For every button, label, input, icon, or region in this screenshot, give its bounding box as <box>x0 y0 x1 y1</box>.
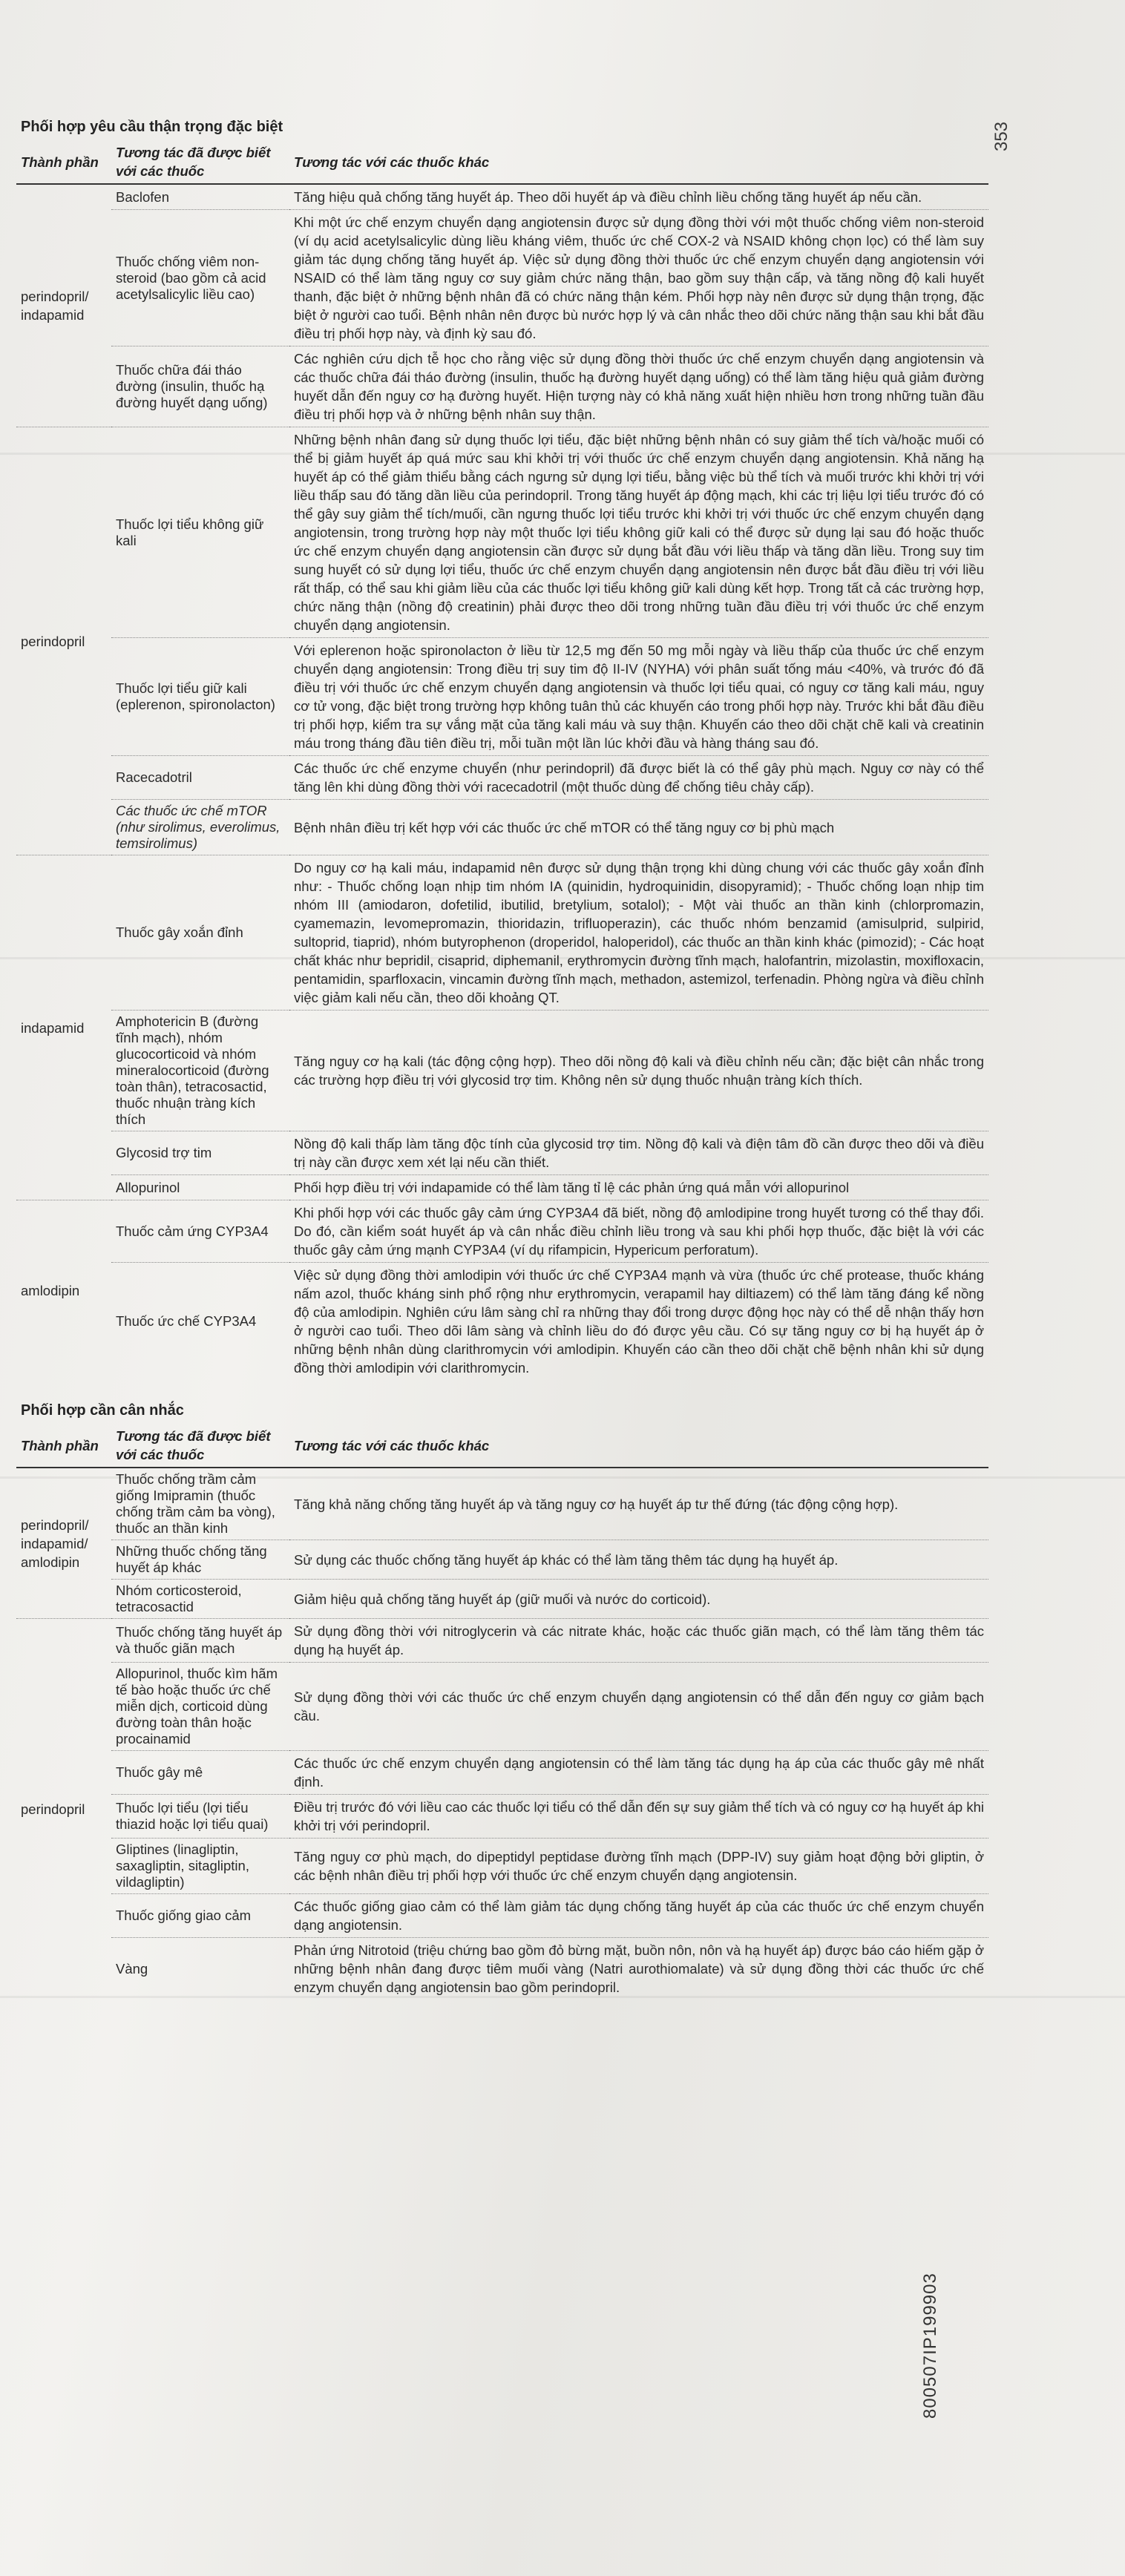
component-cell: perindopril/ indapamid/ amlodipin <box>16 1468 111 1619</box>
header-component: Thành phần <box>16 140 111 184</box>
table-row <box>16 638 988 756</box>
drug-cell: Thuốc chống tăng huyết áp và thuốc giãn mạch <box>111 1619 289 1663</box>
interaction-description-cell: Phối hợp điều trị với indapamide có thể làm tăng tỉ lệ các phản ứng quá mẫn với allopurinol <box>289 1175 988 1200</box>
page-number: 353 <box>991 121 1012 152</box>
table-row <box>16 1468 988 1540</box>
interaction-content <box>16 119 988 2000</box>
table-row <box>16 1751 988 1795</box>
component-cell: perindopril/ indapamid <box>16 184 111 427</box>
table-row <box>16 756 988 800</box>
interaction-description-cell: Sử dụng đồng thời với nitroglycerin và các nitrate khác, hoặc các thuốc giãn mạch, có thể làm tăng thêm tác dụng hạ huyết áp. <box>289 1619 988 1663</box>
component-cell: perindopril <box>16 427 111 855</box>
interaction-description-cell: Do nguy cơ hạ kali máu, indapamid nên được sử dụng thận trọng khi dùng chung với các thuốc gây xoắn đỉnh như: - Thuốc chống loạn nhịp tim nhóm IA (quinidin, hydroquinidin, disopyramid); - Thuốc chống loạn nhịp tim nhóm III (amiodaron, dofetilid, ibutilid, bretylium, sotalol); - Một vài thuốc an thần kinh (chlorpromazin, cyamemazin, levomepromazin, thioridazin, trifluoperazin), các thuốc nhóm benzamid (amisulprid, sulpirid, sultoprid, tiaprid), nhóm butyrophenon (droperidol, haloperidol), các thuốc an thần kinh khác (pimozid); - Các hoạt chất khác như bepridil, cisaprid, diphemanil, erythromycin đường tĩnh mạch, halofantrin, mizolastin, moxifloxacin, pentamidin, sparfloxacin, vincamin đường tĩnh mạch, methadon, astemizol, terfenadin. Phòng ngừa và điều chỉnh việc giảm kali nếu cần, theo dõi khoảng QT. <box>289 855 988 1011</box>
interaction-description-cell: Điều trị trước đó với liều cao các thuốc lợi tiểu có thể dẫn đến sự suy giảm thể tích và có nguy cơ hạ huyết áp khi khởi trị với perindopril. <box>289 1795 988 1839</box>
table-row <box>16 210 988 346</box>
table-header-row <box>16 140 988 184</box>
drug-cell: Thuốc gây mê <box>111 1751 289 1795</box>
interaction-description-cell: Tăng hiệu quả chống tăng huyết áp. Theo dõi huyết áp và điều chỉnh liều chống tăng huyết áp nếu cần. <box>289 184 988 210</box>
drug-cell: Allopurinol <box>111 1175 289 1200</box>
interaction-description-cell: Nồng độ kali thấp làm tăng độc tính của glycosid trợ tim. Nồng độ kali và điện tâm đồ cần được theo dõi và điều trị này cần được xem xét lại nếu cần thiết. <box>289 1131 988 1175</box>
header-component: Thành phần <box>16 1424 111 1468</box>
interaction-description-cell: Phản ứng Nitrotoid (triệu chứng bao gồm đỏ bừng mặt, buồn nôn, nôn và hạ huyết áp) được báo cáo hiếm gặp ở những bệnh nhân đang được tiêm muối vàng (Natri aurothiomalate) và sử dụng đồng thời các thuốc ức chế enzym chuyển dạng angiotensin bao gồm perindopril. <box>289 1938 988 2000</box>
component-cell: indapamid <box>16 855 111 1200</box>
interaction-description-cell: Các thuốc ức chế enzyme chuyển (như perindopril) đã được biết là có thể gây phù mạch. Nguy cơ này có thể tăng lên khi dùng đồng thời với racecadotril (một thuốc dùng để chống tiêu chảy cấp). <box>289 756 988 800</box>
drug-cell: Các thuốc ức chế mTOR (như sirolimus, everolimus, temsirolimus) <box>111 800 289 855</box>
table-row <box>16 427 988 638</box>
section-title-consider: Phối hợp cần cân nhắc <box>21 1402 184 1419</box>
interaction-description-cell: Các thuốc ức chế enzym chuyển dạng angiotensin có thể làm tăng tác dụng hạ áp của các thuốc gây mê nhất định. <box>289 1751 988 1795</box>
drug-cell: Thuốc chống viêm non-steroid (bao gồm cả acid acetylsalicylic liều cao) <box>111 210 289 346</box>
table-row <box>16 1540 988 1580</box>
drug-cell: Thuốc chống trầm cảm giống Imipramin (thuốc chống trầm cảm ba vòng), thuốc an thần kinh <box>111 1468 289 1540</box>
interaction-description-cell: Sử dụng đồng thời với các thuốc ức chế enzym chuyển dạng angiotensin có thể dẫn đến nguy cơ giảm bạch cầu. <box>289 1663 988 1751</box>
drug-cell: Thuốc lợi tiểu giữ kali (eplerenon, spironolacton) <box>111 638 289 756</box>
drug-cell: Racecadotril <box>111 756 289 800</box>
interaction-description-cell: Khi một ức chế enzym chuyển dạng angiotensin được sử dụng đồng thời với một thuốc chống viêm non-steroid (ví dụ acid acetylsalicylic dùng liều kháng viêm, thuốc ức chế COX-2 và NSAID không chọn lọc) có thể làm suy giảm tác dụng chống tăng huyết áp. Việc sử dụng đồng thời thuốc ức chế enzym chuyển dạng angiotensin với NSAID có thể làm tăng nguy cơ suy giảm chức năng thận, bao gồm suy thận cấp, và tăng nồng độ kali huyết thanh, đặc biệt ở những bệnh nhân đã có chức năng thận kém. Phối hợp này nên được sử dụng thận trọng, đặc biệt ở người cao tuổi. Bệnh nhân nên được bù nước hợp lý và cân nhắc theo dõi chức năng thận sau khi bắt đầu điều trị phối hợp này, và định kỳ sau đó. <box>289 210 988 346</box>
table-row <box>16 1619 988 1663</box>
table-body <box>16 1468 988 2000</box>
interaction-description-cell: Khi phối hợp với các thuốc gây cảm ứng CYP3A4 đã biết, nồng độ amlodipine trong huyết tương có thể thay đổi. Do đó, cần kiểm soát huyết áp và cân nhắc điều chỉnh liều trong và sau khi phối hợp thuốc, đặc biệt là với các thuốc gây cảm ứng mạnh CYP3A4 (ví dụ rifampicin, Hypericum perforatum). <box>289 1200 988 1263</box>
drug-cell: Baclofen <box>111 184 289 210</box>
drug-cell: Gliptines (linagliptin, saxagliptin, sitagliptin, vildagliptin) <box>111 1839 289 1894</box>
interaction-description-cell: Việc sử dụng đồng thời amlodipin với thuốc ức chế CYP3A4 mạnh và vừa (thuốc ức chế protease, thuốc kháng nấm azol, thuốc kháng sinh phổ rộng như erythromycin, verapamil hay diltiazem) có thể làm tăng đáng kể nồng độ của amlodipin. Nghiên cứu lâm sàng chỉ ra những thay đổi trong dược động học này có thể dễ nhận thấy hơn ở người cao tuổi. Theo dõi lâm sàng và chỉnh liều do đó được yêu cầu. Có sự tăng nguy cơ bị hạ huyết áp ở những bệnh nhân dùng clarithromycin với amlodipin. Khuyến cáo cần theo dõi chặt chẽ bệnh nhân khi sử dụng đồng thời amlodipin với clarithromycin. <box>289 1263 988 1381</box>
drug-cell: Nhóm corticosteroid, tetracosactid <box>111 1580 289 1619</box>
drug-cell: Thuốc giống giao cảm <box>111 1894 289 1938</box>
interaction-description-cell: Tăng nguy cơ phù mạch, do dipeptidyl peptidase đường tĩnh mạch (DPP-IV) suy giảm hoạt động bởi gliptin, ở các bệnh nhân điều trị phối hợp với thuốc ức chế enzym chuyển dạng angiotensin. <box>289 1839 988 1894</box>
drug-cell: Thuốc lợi tiểu (lợi tiểu thiazid hoặc lợi tiểu quai) <box>111 1795 289 1839</box>
table-row <box>16 855 988 1011</box>
table-row <box>16 184 988 210</box>
product-code: 800507IP199903 <box>920 2273 940 2419</box>
drug-cell: Thuốc chữa đái tháo đường (insulin, thuốc hạ đường huyết dạng uống) <box>111 346 289 427</box>
table-row <box>16 1795 988 1839</box>
drug-cell: Glycosid trợ tim <box>111 1131 289 1175</box>
header-known-interaction: Tương tác đã được biết với các thuốc <box>111 140 289 184</box>
interaction-description-cell: Giảm hiệu quả chống tăng huyết áp (giữ muối và nước do corticoid). <box>289 1580 988 1619</box>
table-row <box>16 1263 988 1381</box>
table-row <box>16 1580 988 1619</box>
table-row <box>16 1938 988 2000</box>
table-row <box>16 1663 988 1751</box>
drug-cell: Amphotericin B (đường tĩnh mạch), nhóm glucocorticoid và nhóm mineralocorticoid (đường toàn thân), tetracosactid, thuốc nhuận tràng kích thích <box>111 1011 289 1131</box>
drug-cell: Vàng <box>111 1938 289 2000</box>
table-row <box>16 1131 988 1175</box>
header-other-interaction: Tương tác với các thuốc khác <box>289 140 988 184</box>
drug-cell: Thuốc gây xoắn đỉnh <box>111 855 289 1011</box>
interaction-description-cell: Tăng khả năng chống tăng huyết áp và tăng nguy cơ hạ huyết áp tư thế đứng (tác động cộng hợp). <box>289 1468 988 1540</box>
table-row <box>16 1175 988 1200</box>
component-cell: amlodipin <box>16 1200 111 1381</box>
drug-cell: Thuốc ức chế CYP3A4 <box>111 1263 289 1381</box>
table-body <box>16 184 988 1380</box>
section-title-special-caution: Phối hợp yêu cầu thận trọng đặc biệt <box>21 119 283 135</box>
drug-cell: Allopurinol, thuốc kìm hãm tế bào hoặc thuốc ức chế miễn dịch, corticoid dùng đường toàn thân hoặc procainamid <box>111 1663 289 1751</box>
interaction-description-cell: Với eplerenon hoặc spironolacton ở liều từ 12,5 mg đến 50 mg mỗi ngày và liều thấp của thuốc ức chế enzym chuyển dạng angiotensin: Trong điều trị suy tim độ II-IV (NYHA) với phân suất tống máu <40%, và trước đó đã điều trị với thuốc ức chế enzym chuyển dạng angiotensin và thuốc lợi tiểu quai, có nguy cơ tăng kali máu, nguy cơ tử vong, đặc biệt trong trường hợp không tuân thủ các khuyến cáo trong phối hợp này. Trước khi bắt đầu điều trị phối hợp, kiểm tra sự vắng mặt của tăng kali máu và suy thận. Khuyến cáo theo dõi chặt chẽ kali và creatinin máu trong tháng đầu tiên điều trị, mỗi tuần một lần lúc khởi đầu và hàng tháng sau đó. <box>289 638 988 756</box>
interaction-table-special-caution <box>16 140 988 1380</box>
interaction-description-cell: Bệnh nhân điều trị kết hợp với các thuốc ức chế mTOR có thể tăng nguy cơ bị phù mạch <box>289 800 988 855</box>
interaction-description-cell: Các thuốc giống giao cảm có thể làm giảm tác dụng chống tăng huyết áp của các thuốc ức chế enzym chuyển dạng angiotensin. <box>289 1894 988 1938</box>
drug-cell: Thuốc cảm ứng CYP3A4 <box>111 1200 289 1263</box>
table-row <box>16 346 988 427</box>
interaction-description-cell: Những bệnh nhân đang sử dụng thuốc lợi tiểu, đặc biệt những bệnh nhân có suy giảm thể tích và/hoặc muối có thể bị giảm huyết áp quá mức sau khi khởi trị với thuốc ức chế enzym chuyển dạng angiotensin. Khả năng hạ huyết áp có thể giảm thiểu bằng cách ngưng sử dụng lợi tiểu, bằng việc bù thể tích và muối trước khi khởi trị với liều thấp sau đó tăng dần liều của perindopril. Trong tăng huyết áp động mạch, khi các trị liệu lợi tiểu trước đó có thể gây suy giảm thể tích/muối, cần ngưng thuốc lợi tiểu trước khi khởi trị với thuốc ức chế enzym chuyển dạng angiotensin, trong trường hợp này một thuốc lợi tiểu không giữ kali có thể được sử dụng lại sau đó hoặc thuốc ức chế enzym chuyển dạng angiotensin cần được sử dụng bắt đầu với liều thấp và tăng dần liều. Trong suy tim sung huyết có sử dụng lợi tiểu, thuốc ức chế enzym chuyển dạng angiotensin nên được bắt đầu điều trị với liều rất thấp, có thể sau khi giảm liều của các thuốc lợi tiểu không giữ kali dùng kết hợp. Trong tất cả các trường hợp, chức năng thận (nồng độ creatinin) phải được theo dõi trong những tuần đầu điều trị với thuốc ức chế enzym chuyển dạng angiotensin. <box>289 427 988 638</box>
component-cell: perindopril <box>16 1619 111 2000</box>
table-row <box>16 1894 988 1938</box>
header-other-interaction: Tương tác với các thuốc khác <box>289 1424 988 1468</box>
table-header-row <box>16 1424 988 1468</box>
table-row <box>16 1200 988 1263</box>
interaction-description-cell: Các nghiên cứu dịch tễ học cho rằng việc sử dụng đồng thời thuốc ức chế enzym chuyển dạng angiotensin và các thuốc chữa đái tháo đường (insulin, thuốc hạ đường huyết dạng uống) có thể làm tăng hiệu quả giảm đường huyết dẫn đến nguy cơ hạ đường huyết. Hiện tượng này có khả năng xuất hiện nhiều hơn trong những tuần đầu điều trị phối hợp và ở những bệnh nhân suy thận. <box>289 346 988 427</box>
drug-cell: Những thuốc chống tăng huyết áp khác <box>111 1540 289 1580</box>
drug-cell: Thuốc lợi tiểu không giữ kali <box>111 427 289 638</box>
table-row <box>16 1011 988 1131</box>
interaction-description-cell: Sử dụng các thuốc chống tăng huyết áp khác có thể làm tăng thêm tác dụng hạ huyết áp. <box>289 1540 988 1580</box>
table-row <box>16 1839 988 1894</box>
interaction-table-consider <box>16 1424 988 2000</box>
interaction-description-cell: Tăng nguy cơ hạ kali (tác động cộng hợp). Theo dõi nồng độ kali và điều chỉnh nếu cần; đặc biệt cân nhắc trong các trường hợp điều trị với glycosid trợ tim. Không nên sử dụng thuốc nhuận tràng kích thích. <box>289 1011 988 1131</box>
table-row <box>16 800 988 855</box>
header-known-interaction: Tương tác đã được biết với các thuốc <box>111 1424 289 1468</box>
